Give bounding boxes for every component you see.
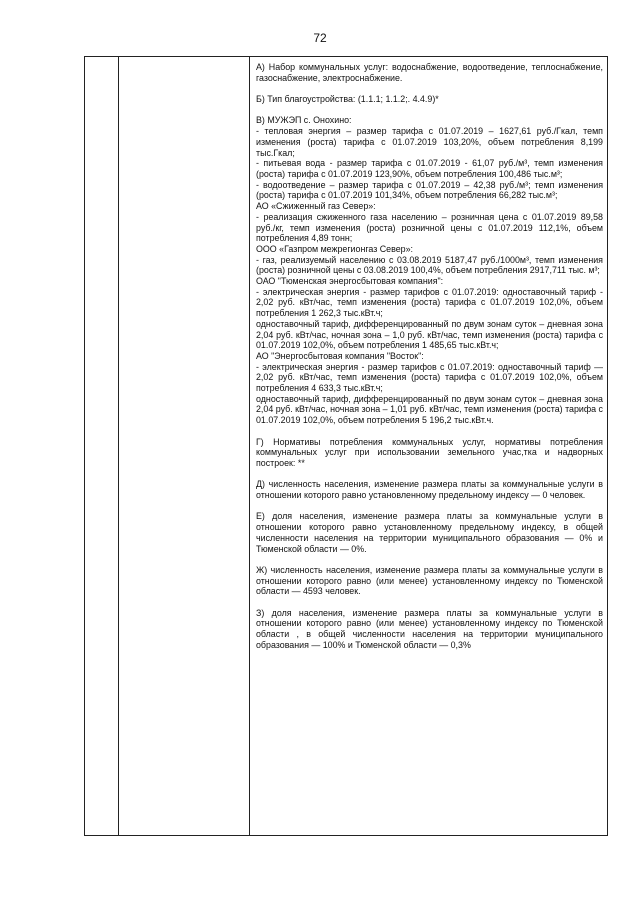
document-table [84, 56, 608, 836]
paragraph: - электрическая энергия - размер тарифов с 01.07.2019: одноставочный тариф - 2,02 руб. кВт/час, темп изменения (роста) тарифа с 01.07.2019 102,0%, объем потребления 1 262,3 тыс.кВт.ч; [256, 286, 603, 319]
paragraph: ООО «Газпром межрегионгаз Север»: [256, 243, 413, 254]
paragraph: - питьевая вода - размер тарифа с 01.07.2019 - 61,07 руб./м³, темп изменения (роста) тарифа с 01.07.2019 123,90%, объем потребления 100,486 тыс.м³; [256, 158, 603, 179]
section-zh [256, 565, 603, 597]
paragraph: Г) Нормативы потребления коммунальных услуг, нормативы потребления коммунальных услуг при использовании земельного учас,тка и надворных построек: ** [256, 436, 603, 468]
paragraph: А) Набор коммунальных услуг: водоснабжение, водоотведение, теплоснабжение, газоснабжение, электроснабжение. [256, 62, 603, 83]
paragraph: - тепловая энергия – размер тарифа с 01.07.2019 – 1627,61 руб./Гкал, темп изменения (роста) тарифа с 01.07.2019 103,20%, объем потребления 8,199 тыс.Гкал; [256, 126, 603, 158]
paragraph: одноставочный тариф, дифференцированный по двум зонам суток – дневная зона 2,04 руб. кВт/час, ночная зона – 1,0 руб. кВт/час, темп изменения (роста) тарифа с 01.07.2019 102,0%, объем потребления 1 485,65 тыс.кВт.ч; [256, 318, 603, 351]
section-b [256, 94, 603, 105]
section-v [256, 115, 603, 425]
paragraph: - газ, реализуемый населению с 03.08.2019 5187,47 руб./1000м³, темп изменения (роста) розничной цены с 03.08.2019 100,4%, объем потребления 2917,711 тыс. м³; [256, 254, 603, 276]
section-g [256, 437, 603, 469]
paragraph: - водоотведение – размер тарифа с 01.07.2019 – 42,38 руб./м³; темп изменения (роста) тарифа с 01.07.2019 101,34%, объем потребления 66,282 тыс.м³; [256, 179, 603, 201]
paragraph: Е) доля населения, изменение размера платы за коммунальные услуги в отношении которого равно установленному предельному индексу, в общей численности населения на территории муниципального образования — 0% и Тюменской области — 0%. [256, 511, 603, 554]
paragraph: АО "Энергосбытовая компания "Восток": [256, 350, 424, 361]
paragraph: одноставочный тариф, дифференцированный по двум зонам суток – дневная зона 2,04 руб. кВт/час, ночная зона – 1,01 руб. кВт/час, темп изменения (роста) тарифа с 01.07.2019 102,0%, объем потребления 5 196,2 тыс.кВт.ч. [256, 393, 603, 426]
paragraph: АО «Сжиженный газ Север»: [256, 201, 376, 212]
table-cell-text [256, 62, 603, 661]
paragraph: Ж) численность населения, изменение размера платы за коммунальные услуги в отношении которого равно (или менее) установленному индексу по Тюменской области — 4593 человек. [256, 564, 603, 597]
paragraph: Д) численность населения, изменение размера платы за коммунальные услуги в отношении которого равно установленному предельному индексу — 0 человек. [256, 479, 603, 501]
paragraph: В) МУЖЭП с. Онохино: [256, 115, 352, 126]
section-z [256, 608, 603, 651]
page-number: 72 [313, 31, 327, 45]
section-e [256, 511, 603, 554]
paragraph: Б) Тип благоустройства: (1.1.1; 1.1.2;. 4.4.9)* [256, 94, 439, 105]
column-divider [118, 57, 119, 835]
column-divider [249, 57, 250, 835]
paragraph: - реализация сжиженного газа населению – розничная цена с 01.07.2019 89,58 руб./кг, темп изменения (роста) розничной цены с 01.07.2019 112,1%, объем потребления 4,89 тонн; [256, 211, 603, 244]
section-a [256, 62, 603, 83]
paragraph: ОАО "Тюменская энергосбытовая компания": [256, 276, 444, 287]
paragraph: - электрическая энергия - размер тарифов с 01.07.2019: одноставочный тариф — 2,02 руб. кВт/час, темп изменения (роста) тарифа с 01.07.2019 102,0%, объем потребления 4 633,3 тыс.кВт.ч; [256, 361, 603, 394]
section-d [256, 479, 603, 500]
paragraph: З) доля населения, изменение размера платы за коммунальные услуги в отношении которого равно (или менее) установленному индексу по Тюменской области , в общей численности населения на территории муниципального образования — 100% и Тюменской области — 0,3% [256, 607, 603, 650]
